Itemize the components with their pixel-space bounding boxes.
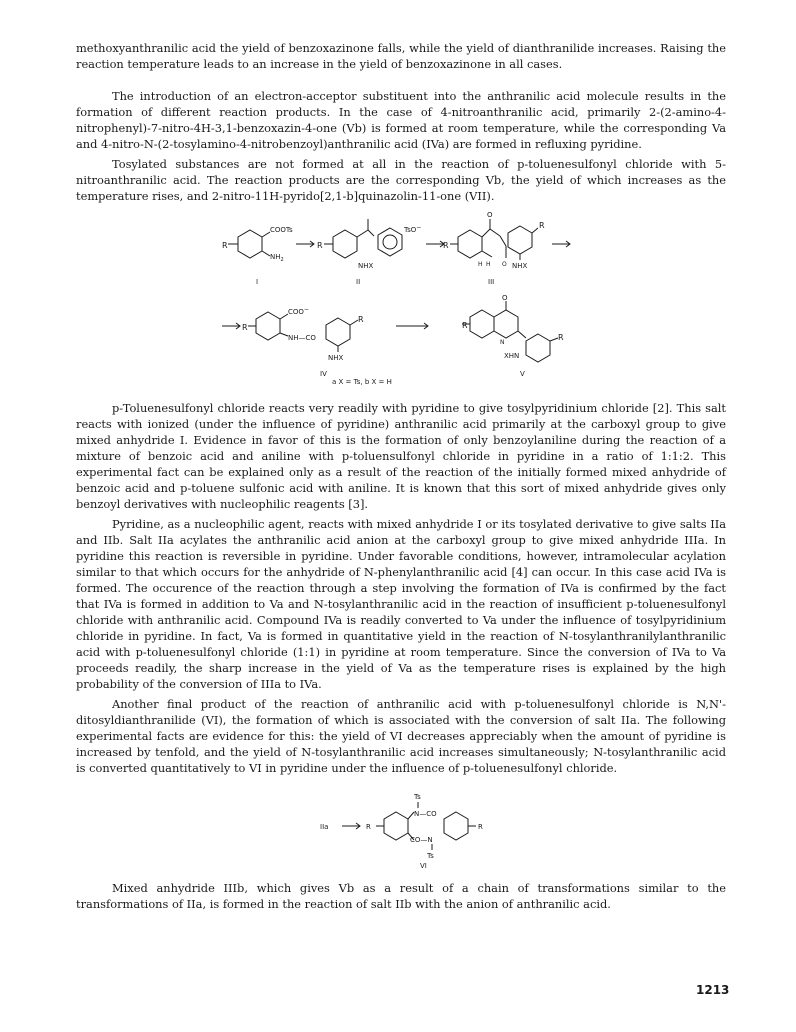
r-label-5b: R — [558, 333, 564, 342]
page-number: 1213 — [696, 983, 730, 997]
r-label-3b: R — [539, 221, 545, 230]
compound-label-V: V — [520, 370, 525, 378]
h-label-right: H — [486, 261, 491, 268]
r-label-4: R — [242, 323, 248, 332]
paragraph-7: Mixed anhydride IIIb, which gives Vb as a result of a chain of transformations similar to the transformations of IIa, is formed in the reaction of salt IIb with the anion of anthranilic acid. — [76, 881, 726, 911]
nhx-label-4: NHX — [328, 354, 344, 362]
coots-label: COOTs — [270, 226, 293, 234]
paragraph-4: p-Toluenesulfonyl chloride reacts very readily with pyridine to give tosylpyridinium chloride [2]. This salt reacts with ionized (under the influence of pyridine) anthranilic acid primarily at the carboxyl group to give mixed anhydride I. Evidence in favor of this is the formation of only benzoylaniline during the reaction of a mixture of benzoic acid and aniline with p-toluensulfonyl chloride in pyridine in a ratio of 1:1:2. This experimental fact can be explained only as a result of the reaction of the initially formed mixed anhydride of benzoic acid and p-toluene sulfonic acid with aniline. It is known that this sort of mixed anhydride gives only benzoyl derivatives with nucleophilic reagents [3]. — [76, 401, 726, 511]
n-label-5: N — [500, 339, 505, 346]
paragraph-2: The introduction of an electron-acceptor substituent into the anthranilic acid molecule results in the formation of different reaction products. In the case of 4-nitroanthranilic acid, primarily 2-(2-amino-4-nitrophenyl)-7-nitro-4H-3,1-benzoxazin-4-one (Vb) is formed at room temperature, while the corresponding Va and 4-nitro-N-(2-tosylamino-4-nitrobenzoyl)anthranilic acid (IVa) are formed in refluxing pyridine. — [76, 89, 726, 151]
xhn-label: XHN — [504, 352, 520, 360]
tso-label: TsO− — [404, 224, 422, 234]
paragraph-3: Tosylated substances are not formed at all in the reaction of p-toluenesulfonyl chloride with 5-nitroanthranilic acid. The reaction products are the corresponding Vb, the yield of which increases as the temperature rises, and 2-nitro-11H-pyrido[2,1-b]quinazolin-11-one (VII). — [76, 157, 726, 203]
r-label-3: R — [443, 241, 449, 250]
nh2-label: $NH_2$ — [270, 253, 284, 263]
paragraph-6: Another final product of the reaction of anthranilic acid with p-toluenesulfonyl chloride is N,N'-ditosyldianthranilide (VI), the formation of which is associated with the conversion of salt IIa. The following experimental facts are evidence for this: the yield of VI decreases appreciably when the amount of pyridine is increased by tenfold, and the yield of N-tosylanthranilic acid increases simultaneously; N-tosylanthranilic acid is converted quantitatively to VI in pyridine under the influence of p-toluenesulfonyl chloride. — [76, 697, 726, 775]
r-label-1: R — [222, 241, 228, 250]
compound-label-I: I — [256, 278, 259, 286]
nhx-label-2: NHX — [358, 262, 374, 270]
o-label-5: O — [502, 294, 508, 302]
r-label-5: R — [462, 321, 468, 330]
compound-label-III: III — [488, 278, 495, 286]
r-label-left: R — [366, 823, 371, 831]
compound-label-II: II — [356, 278, 361, 286]
con-label-bottom: CO—N — [410, 836, 433, 844]
iia-label: IIa — [320, 823, 329, 831]
o-label-3b: O — [502, 261, 507, 268]
nco-label-top: N—CO — [414, 810, 437, 818]
o-label-3: O — [487, 211, 493, 219]
reaction-scheme-2 — [320, 788, 520, 870]
nhx-label-3: NHX — [512, 262, 528, 270]
r-label-right: R — [478, 823, 483, 831]
compound-label-IV: IV — [320, 370, 327, 378]
paragraph-1: methoxyanthranilic acid the yield of benzoxazinone falls, while the yield of dianthranilide increases. Raising the reaction temperature leads to an increase in the yield of benzoxazinone in all cases. — [76, 41, 726, 71]
paragraph-5: Pyridine, as a nucleophilic agent, reacts with mixed anhydride I or its tosylated derivative to give salts IIa and IIb. Salt IIa acylates the anthranilic acid anion at the carboxyl group to give mixed anhydride IIIa. In pyridine this reaction is reversible in pyridine. Under favorable conditions, however, intramolecular acylation similar to that which occurs for the anhydride of N-phenylanthranilic acid [4] can occur. In this case acid IVa is formed. The occurence of the reaction through a step involving the formation of IVa is confirmed by the fact that IVa is formed in addition to Va and N-tosylanthranilic acid in the reaction of insufficient p-toluenesulfonyl chloride with anthranilic acid. Compound IVa is readily converted to Va under the influence of tosylpyridinium chloride in pyridine. In fact, Va is formed in quantitative yield in the reaction of N-tosylanthranilylanthranilic acid with p-toluenesulfonyl chloride (1:1) in pyridine at room temperature. Since the conversion of IVa to Va proceeds readily, the sharp increase in the yield of Va as the temperature rises is explained by the high probability of the conversion of IIIa to IVa. — [76, 517, 726, 691]
r-label-2: R — [317, 241, 323, 250]
reaction-scheme-1 — [200, 208, 580, 390]
r-label-4b: R — [358, 315, 364, 324]
compound-VI-drawing — [320, 788, 520, 870]
nhco-label: NH—CO — [288, 334, 316, 342]
substituent-footnote: a X = Ts, b X = H — [332, 378, 392, 386]
compound-label-VI: VI — [420, 862, 427, 870]
ts-label-bottom: Ts — [427, 852, 434, 860]
h-label-left: H — [478, 261, 483, 268]
coo-label: COO− — [288, 306, 309, 316]
reaction-scheme-drawing — [200, 208, 580, 390]
ts-label-top: Ts — [414, 793, 421, 801]
